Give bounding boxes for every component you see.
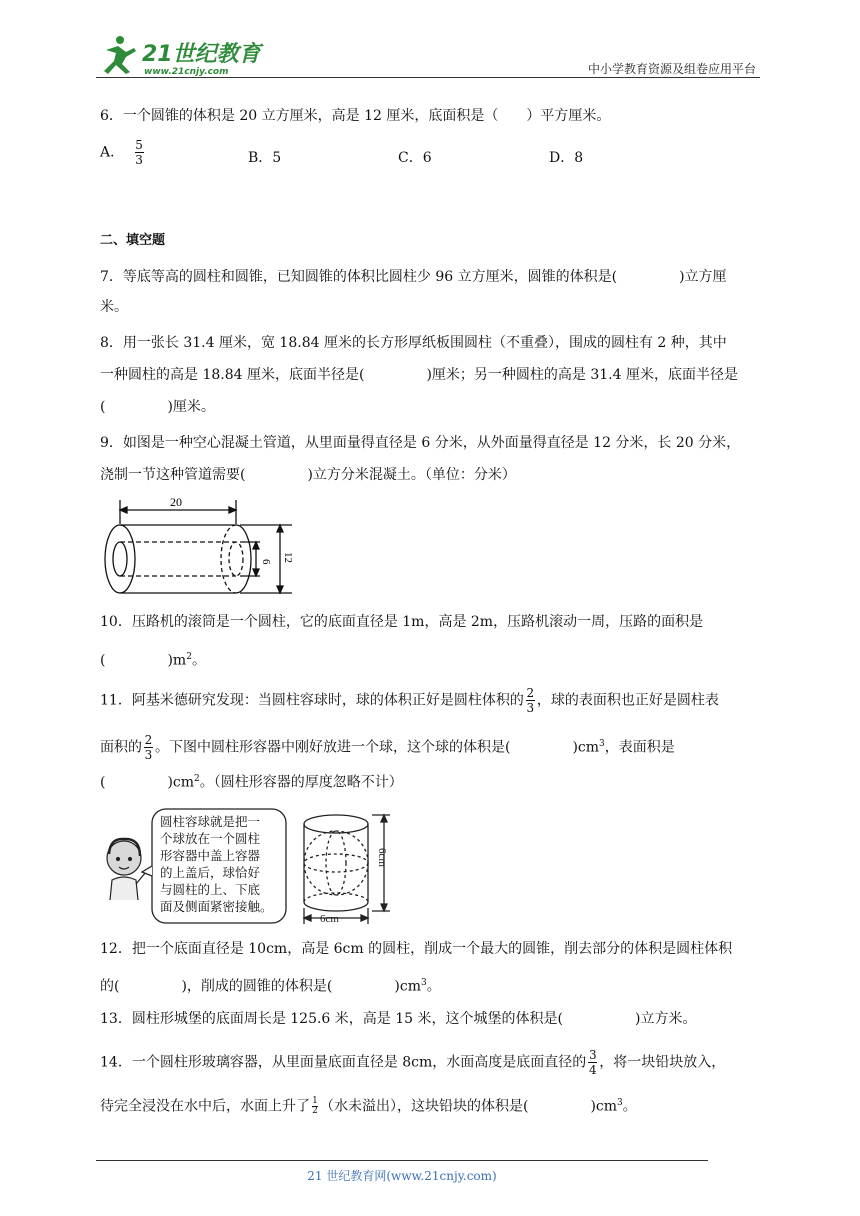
q13-line: 13．圆柱形城堡的底面周长是 125.6 米，高是 15 米，这个城堡的体积是( )立方米。 bbox=[100, 1011, 697, 1027]
q11-fraction-1: $\frac{2}{3}$ bbox=[526, 686, 535, 715]
q12-line1: 12．把一个底面直径是 10cm，高是 6cm 的圆柱，削成一个最大的圆锥，削去部分的体积是圆柱体积 bbox=[100, 941, 733, 957]
q8-line2: 一种圆柱的高是 18.84 厘米，底面半径是( )厘米；另一种圆柱的高是 31.4 厘米，底面半径是 bbox=[100, 367, 738, 383]
q12-line2: 的( )，削成的圆锥的体积是( )$cm^3$。 bbox=[100, 978, 441, 995]
q11-line3: ( )$cm^2$。（圆柱形容器的厚度忽略不计） bbox=[100, 774, 403, 791]
option-a-fraction: $\frac{5}{3}$ bbox=[135, 138, 143, 167]
q11-line2: 面积的 $\frac{2}{3}$ 。下图中圆柱形容器中刚好放进一个球，这个球的体积是( )$cm^3$，表面积是 bbox=[100, 733, 675, 762]
option-a-label: A． bbox=[100, 144, 125, 161]
fig-height-label: 6cm bbox=[376, 848, 388, 867]
q6-option-a bbox=[100, 138, 146, 167]
header-divider bbox=[96, 77, 760, 78]
q11-line1: 11．阿基米德研究发现：当圆柱容球时，球的体积正好是圆柱体积的 $\frac{2}{3}$ ，球的表面积也正好是圆柱表 bbox=[100, 686, 719, 715]
q6-option-b: B．5 bbox=[248, 150, 282, 166]
footer-divider bbox=[96, 1160, 708, 1161]
q10-line1: 10．压路机的滚筒是一个圆柱，它的底面直径是 1m，高是 2m，压路机滚动一周，压路的面积是 bbox=[100, 614, 704, 630]
pipe-inner-label: 6 bbox=[260, 559, 272, 565]
logo-url: www.21cnjy.com bbox=[144, 67, 229, 77]
q14-fraction-2: $\frac{1}{2}$ bbox=[312, 1096, 318, 1117]
q14-fraction-1: $\frac{3}{4}$ bbox=[588, 1048, 597, 1077]
q8-line3: ( )厘米。 bbox=[100, 399, 215, 415]
speech-bubble-text: 圆柱容球就是把一 个球放在一个圆柱 形容器中盖上容器 的上盖后，球恰好 与圆柱的上、下底 面及侧面紧密接触。 bbox=[160, 814, 273, 914]
q10-line2: ( )$m^2$。 bbox=[100, 652, 206, 669]
q9-line1: 9．如图是一种空心混凝土管道，从里面量得直径是 6 分米，从外面量得直径是 12 分米，长 20 分米， bbox=[100, 435, 741, 451]
header-platform-text: 中小学教育资源及组卷应用平台 bbox=[587, 62, 756, 76]
q6-option-c: C．6 bbox=[398, 150, 432, 166]
q9-line2: 浇制一节这种管道需要( )立方分米混凝土。（单位：分米） bbox=[100, 467, 516, 483]
pipe-length-label: 20 bbox=[170, 495, 182, 509]
q7-line1: 7．等底等高的圆柱和圆锥，已知圆锥的体积比圆柱少 96 立方厘米，圆锥的体积是( )立方厘 bbox=[100, 269, 727, 285]
child-illustration bbox=[107, 839, 146, 900]
q6-text: 6．一个圆锥的体积是 20 立方厘米，高是 12 厘米，底面积是（ ）平方厘米。 bbox=[100, 108, 611, 124]
site-logo bbox=[96, 34, 266, 78]
fig-width-label: 6cm bbox=[320, 913, 339, 925]
footer-text[interactable]: 21 世纪教育网(www.21cnjy.com) bbox=[307, 1169, 497, 1183]
q14-line2: 待完全浸没在水中后，水面上升了 $\frac{1}{2}$ （水未溢出），这块铅块的体积是( )$cm^3$。 bbox=[100, 1096, 637, 1117]
q7-line2: 米。 bbox=[100, 299, 128, 315]
section-title: 二、填空题 bbox=[100, 233, 166, 248]
pipe-outer-label: 12 bbox=[282, 552, 294, 563]
q6-option-d: D．8 bbox=[549, 150, 584, 166]
q8-line1: 8．用一张长 31.4 厘米，宽 18.84 厘米的长方形厚纸板围圆柱（不重叠），围成的圆柱有 2 种，其中 bbox=[100, 335, 727, 351]
q14-line1: 14．一个圆柱形玻璃容器，从里面量底面直径是 8cm，水面高度是底面直径的 $\frac{3}{4}$ ，将一块铅块放入， bbox=[100, 1048, 726, 1077]
pipe-figure bbox=[100, 494, 300, 600]
logo-text: 21世纪教育 bbox=[142, 42, 261, 67]
q11-fraction-2: $\frac{2}{3}$ bbox=[144, 733, 153, 762]
